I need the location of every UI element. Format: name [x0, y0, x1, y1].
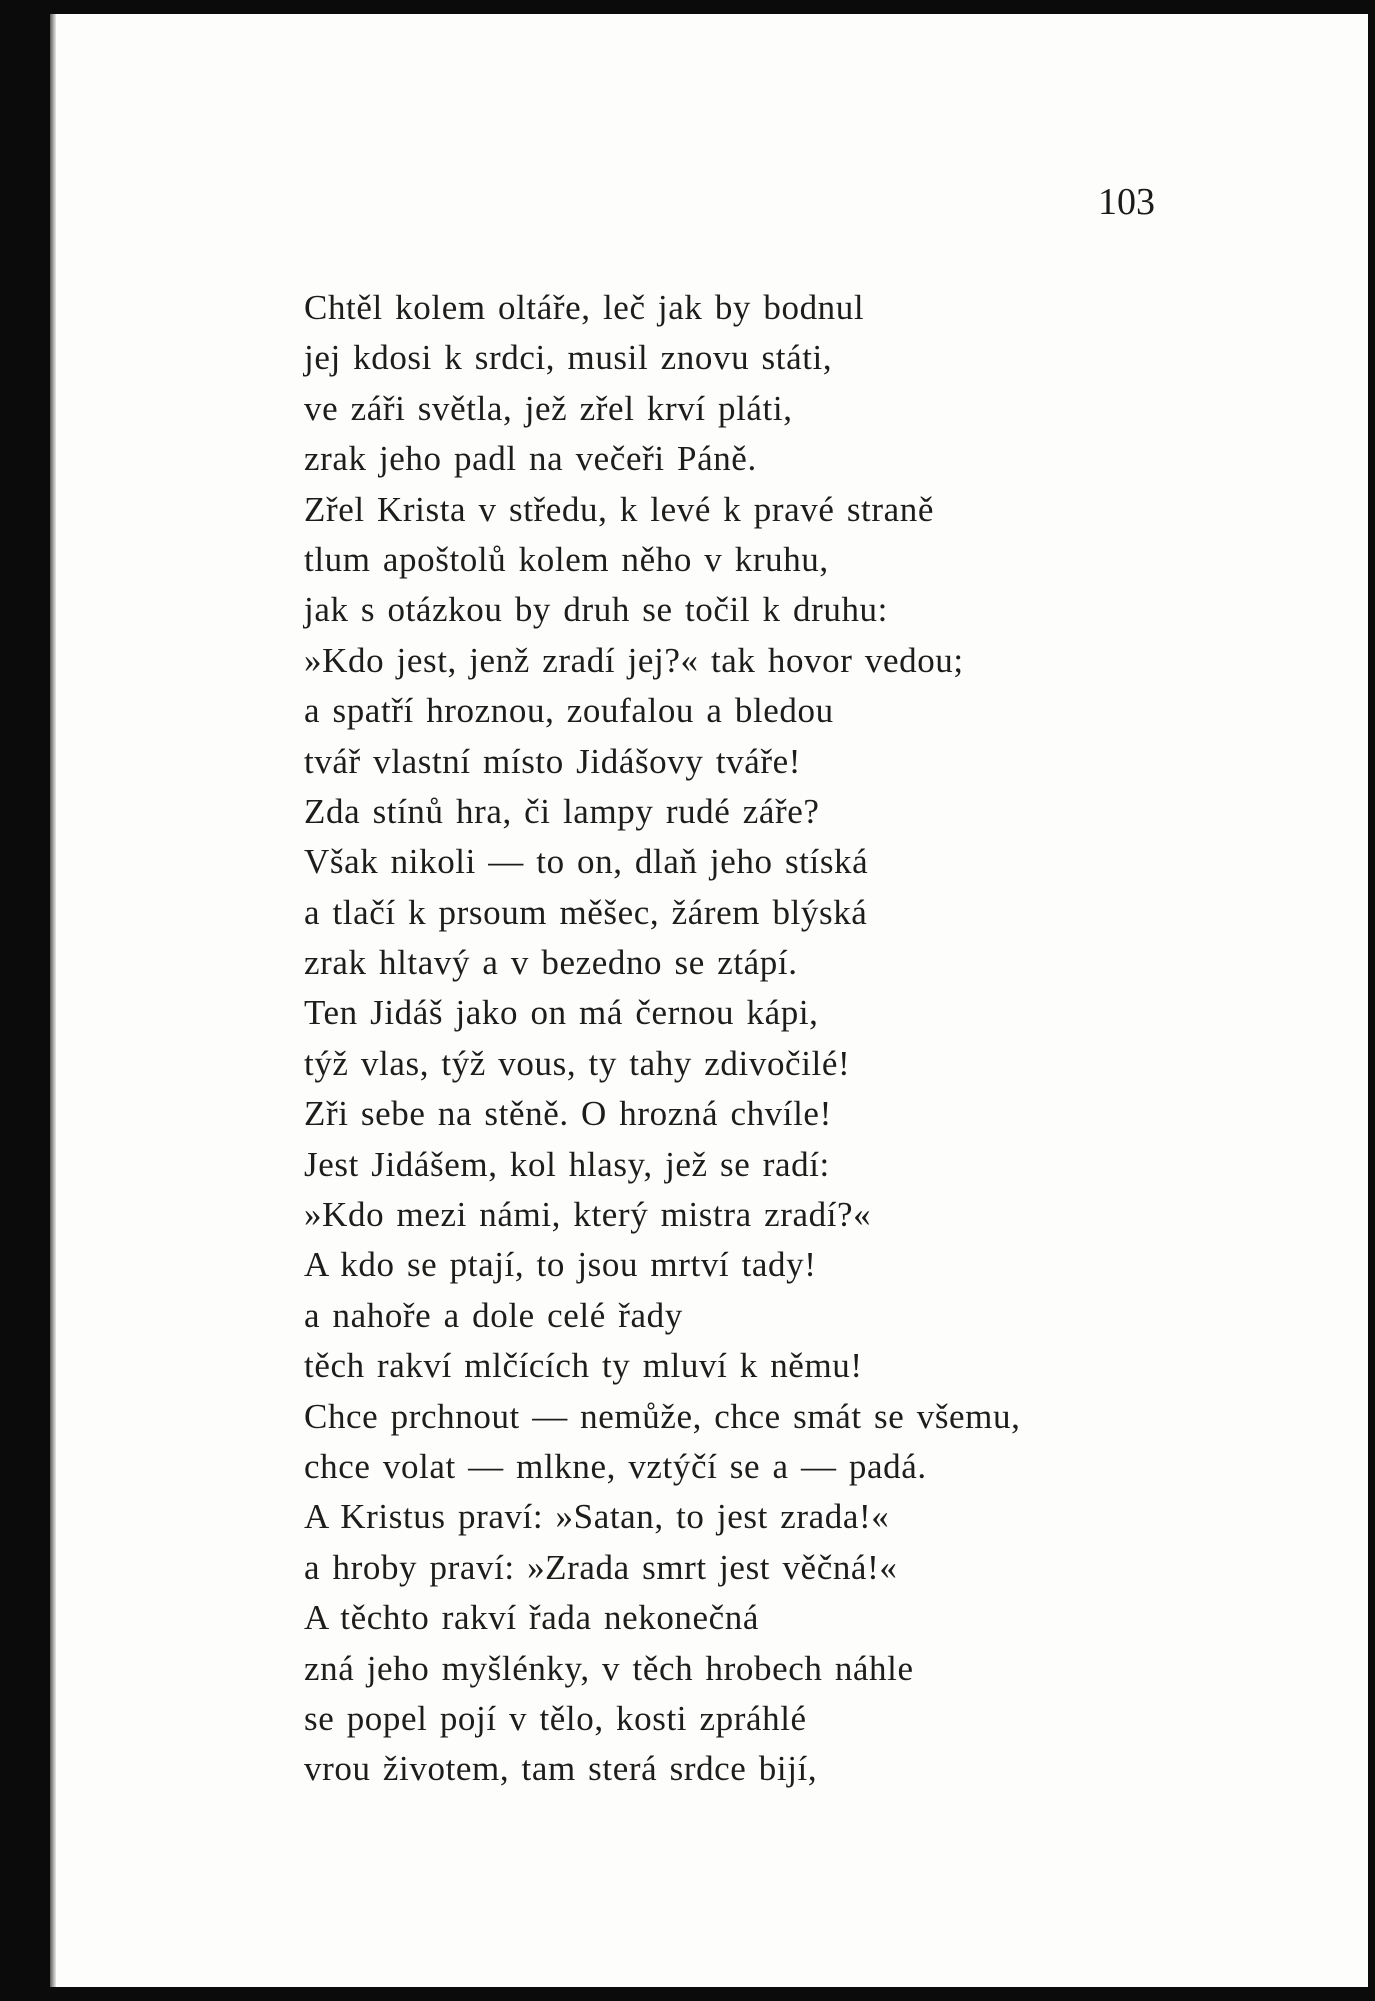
poem-line: ve záři světla, jež zřel krví pláti,: [304, 388, 793, 428]
poem-line: Ten Jidáš jako on má černou kápi,: [304, 993, 819, 1033]
poem-line: Zři sebe na stěně. O hrozná chvíle!: [304, 1094, 832, 1134]
poem-line: »Kdo mezi námi, který mistra zradí?«: [304, 1195, 872, 1235]
poem-line: Chce prchnout — nemůže, chce smát se všemu,: [304, 1396, 1021, 1436]
poem-line: jak s otázkou by druh se točil k druhu:: [304, 590, 888, 630]
poem-line: Zřel Krista v středu, k levé k pravé straně: [304, 489, 934, 529]
page-edge-shadow: [50, 14, 56, 1987]
poem-line: A těchto rakví řada nekonečná: [304, 1598, 760, 1638]
poem-line: tlum apoštolů kolem něho v kruhu,: [304, 539, 829, 579]
poem-line: »Kdo jest, jenž zradí jej?« tak hovor vedou;: [304, 640, 964, 680]
poem-line: a tlačí k prsoum měšec, žárem blýská: [304, 892, 868, 932]
poem-line: tvář vlastní místo Jidášovy tváře!: [304, 741, 802, 781]
poem-line: vrou životem, tam sterá srdce bijí,: [304, 1749, 818, 1789]
poem-line: Však nikoli — to on, dlaň jeho stíská: [304, 842, 869, 882]
poem-line: Zda stínů hra, či lampy rudé záře?: [304, 791, 820, 831]
poem-line: týž vlas, týž vous, ty tahy zdivočilé!: [304, 1043, 851, 1083]
poem-line: A Kristus praví: »Satan, to jest zrada!«: [304, 1497, 890, 1537]
poem-line: zná jeho myšlénky, v těch hrobech náhle: [304, 1648, 914, 1688]
poem-line: Jest Jidášem, kol hlasy, jež se radí:: [304, 1144, 830, 1184]
poem-line: se popel pojí v tělo, kosti zpráhlé: [304, 1698, 807, 1738]
book-page: [50, 14, 1368, 1987]
poem-line: A kdo se ptají, to jsou mrtví tady!: [304, 1245, 817, 1285]
poem-line: a nahoře a dole celé řady: [304, 1295, 683, 1335]
poem-text: [304, 283, 1020, 1795]
poem-line: a spatří hroznou, zoufalou a bledou: [304, 691, 834, 731]
poem-line: zrak jeho padl na večeři Páně.: [304, 439, 757, 479]
poem-line: těch rakví mlčících ty mluví k němu!: [304, 1346, 863, 1386]
page-number: 103: [1098, 181, 1155, 223]
poem-line: Chtěl kolem oltáře, leč jak by bodnul: [304, 288, 865, 327]
poem-line: a hroby praví: »Zrada smrt jest věčná!«: [304, 1547, 898, 1587]
poem-line: jej kdosi k srdci, musil znovu státi,: [304, 338, 833, 378]
poem-line: zrak hltavý a v bezedno se ztápí.: [304, 943, 798, 983]
poem-line: chce volat — mlkne, vztýčí se a — padá.: [304, 1446, 927, 1486]
